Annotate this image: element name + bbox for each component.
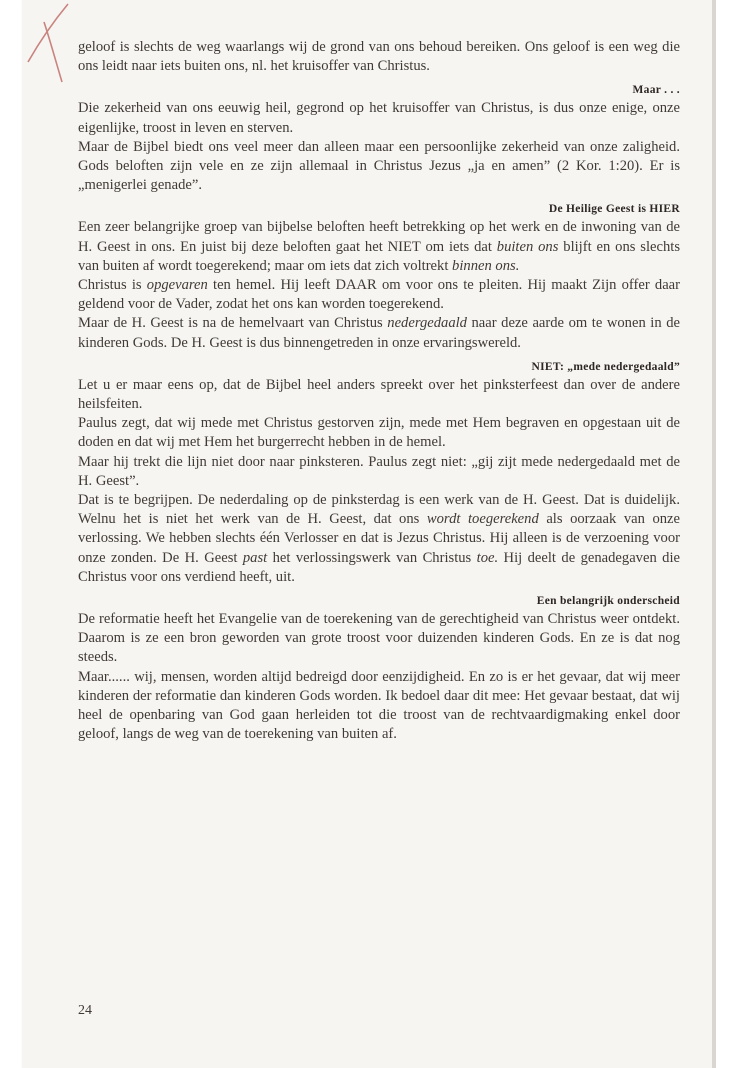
emphasis-text: nedergedaald [387,315,467,332]
paragraph [78,218,680,276]
paragraph [78,314,680,352]
page-edge [712,0,716,1068]
emphasis-text: binnen ons. [452,257,520,274]
page-number: 24 [78,1003,92,1018]
text-span: Maar hij trekt die lijn niet door naar pinksteren. Paulus zegt niet: „gij zijt mede nedergedaald met de H. Geest”. [78,453,680,489]
text-span: Die zekerheid van ons eeuwig heil, gegrond op het kruisoffer van Christus, is dus onze enige, onze eigenlijke, troost in leven en sterven. [78,100,680,136]
paragraph [78,276,680,314]
paragraph [78,376,680,414]
paragraph [78,414,680,452]
text-span: Hij deelt de genadegaven die Christus voor ons verdiend heeft, uit. [78,549,680,585]
section-heading: NIET: „mede nedergedaald” [531,360,680,373]
text-span: Maar...... wij, mensen, worden altijd bedreigd door eenzijdigheid. En zo is er het gevaar, dat wij meer kinderen der reformatie dan kinderen Gods worden. Ik bedoel daar dit mee: Het gevaar bestaat, dat wij heel de openbaring van God gaan herleiden tot die troost van de rechtvaardigmaking enkel door geloof, langs de weg van de toerekening van buiten af. [78,668,680,743]
paragraph [78,99,680,137]
section-heading: Maar . . . [632,84,680,97]
text-span: geloof is slechts de weg waarlangs wij de grond van ons behoud bereiken. Ons geloof is een weg die ons leidt naar iets buiten ons, nl. het kruisoffer van Christus. [78,39,680,75]
red-pencil-mark [22,0,82,100]
text-span: Maar de Bijbel biedt ons veel meer dan alleen maar een persoonlijke zekerheid van onze zaligheid. Gods beloften zijn vele en ze zijn allemaal in Christus Jezus „ja en amen” (2 Kor. 1:20). Er is „menigerlei genade”. [78,138,680,194]
text-span: naar deze aarde om te wonen in de kinderen Gods. De H. Geest is dus binnengetreden in onze ervaringswereld. [78,315,680,351]
emphasis-text: toe. [476,549,499,566]
text-span: Dat is te begrijpen. De nederdaling op de pinksterdag is een werk van de H. Geest. Dat is duidelijk. Welnu het is niet het werk van de H. Geest, dat ons [78,492,680,528]
paragraph [78,38,680,76]
paragraph [78,453,680,491]
emphasis-text: past [242,549,268,566]
text-span: Christus is [78,277,147,294]
body-text [78,38,680,745]
emphasis-text: opgevaren [146,277,208,294]
section-heading: Een belangrijk onderscheid [536,595,680,608]
text-span: ten hemel. Hij leeft DAAR om voor ons te pleiten. Hij maakt Zijn offer daar geldend voor de Vader, zodat het ons kan worden toegerekend. [78,277,681,313]
emphasis-text: buiten ons [496,238,559,255]
paragraph [78,491,680,587]
text-span: het verlossingswerk van Christus [267,549,477,566]
paragraph [78,610,680,668]
text-span: Let u er maar eens op, dat de Bijbel heel anders spreekt over het pinksterfeest dan over de andere heilsfeiten. [78,376,680,413]
section-heading: De Heilige Geest is HIER [548,203,680,216]
text-span: Een zeer belangrijke groep van bijbelse beloften heeft betrekking op het werk en de inwoning van de H. Geest in ons. En juist bij deze beloften gaat het NIET om iets dat [78,219,680,255]
paragraph [78,138,680,196]
text-span: blijft en ons slechts van buiten af wordt toegerekend; maar om iets dat zich voltrekt [78,238,680,274]
text-span: Paulus zegt, dat wij mede met Christus gestorven zijn, mede met Hem begraven en opgestaan uit de doden en dat wij met Hem het burgerrecht hebben in de hemel. [78,415,680,451]
emphasis-text: wordt toegerekend [426,511,539,528]
paragraph [78,668,680,745]
text-span: als oorzaak van onze verlossing. We hebben slechts één Verlosser en dat is Jezus Christus. Hij alleen is de verzoening voor onze zonden. De H. Geest [78,511,681,566]
text-span: De reformatie heeft het Evangelie van de toerekening van de gerechtigheid van Christus weer ontdekt. Daarom is ze een bron geworden van grote troost voor duizenden kinderen Gods. En ze is dat nog steeds. [78,611,680,666]
text-span: Maar de H. Geest is na de hemelvaart van Christus [78,315,388,332]
